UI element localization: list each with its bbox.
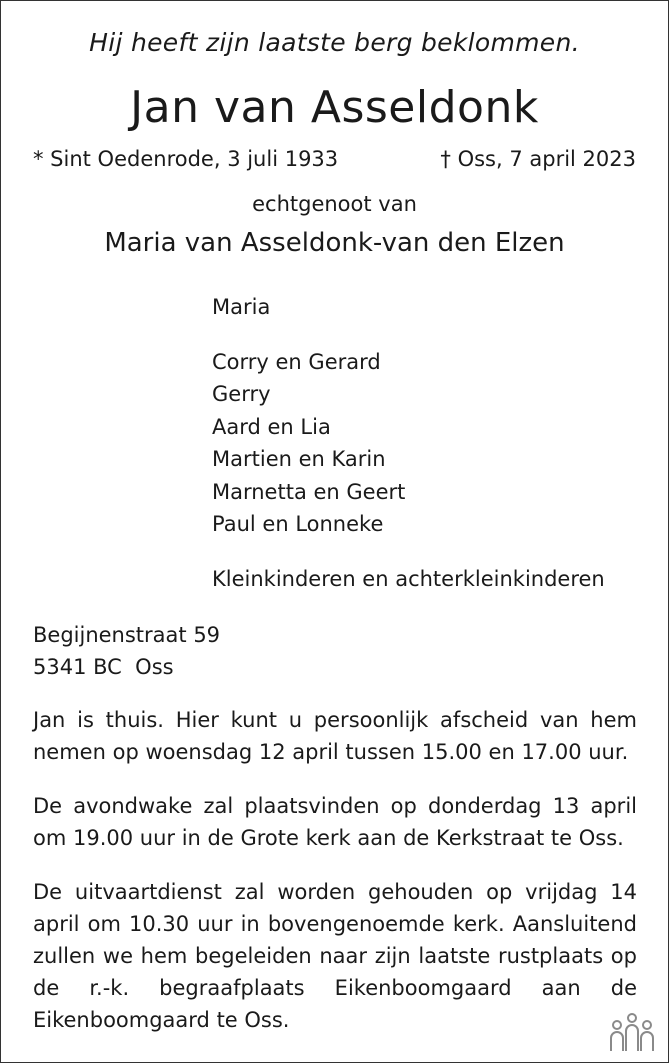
family-list	[212, 291, 605, 595]
paragraph-viewing: Jan is thuis. Hier kunt u persoonlijk afscheid van hem nemen op woensdag 12 april tussen 15.00 en 17.00 uur.	[33, 708, 637, 764]
family-child: Gerry	[212, 382, 271, 406]
family-child: Aard en Lia	[212, 414, 331, 439]
family-child: Corry en Gerard	[212, 349, 381, 374]
paragraph-vigil: De avondwake zal plaatsvinden op donderdag 13 april om 19.00 uur in de Grote kerk aan de Kerkstraat te Oss.	[33, 794, 637, 850]
paragraph-funeral: De uitvaartdienst zal worden gehouden op vrijdag 14 april om 10.30 uur in bovengenoemde kerk. Aansluitend zullen we hem begeleiden naar zijn laatste rustplaats op de r.-k. begraafplaats Eikenboomgaard aan de Eikenboomgaard te Oss.	[33, 880, 637, 1032]
death-info: † Oss, 7 april 2023	[440, 147, 636, 171]
family-first: Maria	[212, 295, 271, 319]
birth-info: * Sint Oedenrode, 3 juli 1933	[33, 147, 339, 171]
spouse-name: Maria van Asseldonk-van den Elzen	[104, 228, 565, 258]
spouse-intro: echtgenoot van	[252, 192, 417, 216]
people-group-icon	[603, 1011, 661, 1055]
family-child: Martien en Karin	[212, 447, 386, 471]
family-child: Marnetta en Geert	[212, 479, 406, 504]
address-street: Begijnenstraat 59	[33, 623, 221, 647]
address	[33, 619, 220, 683]
motto: Hij heeft zijn laatste berg beklommen.	[89, 28, 580, 57]
family-grandchildren: Kleinkinderen en achterkleinkinderen	[212, 566, 605, 591]
family-child: Paul en Lonneke	[212, 512, 384, 536]
deceased-name: Jan van Asseldonk	[130, 82, 539, 133]
address-postal: 5341 BC Oss	[33, 655, 174, 679]
